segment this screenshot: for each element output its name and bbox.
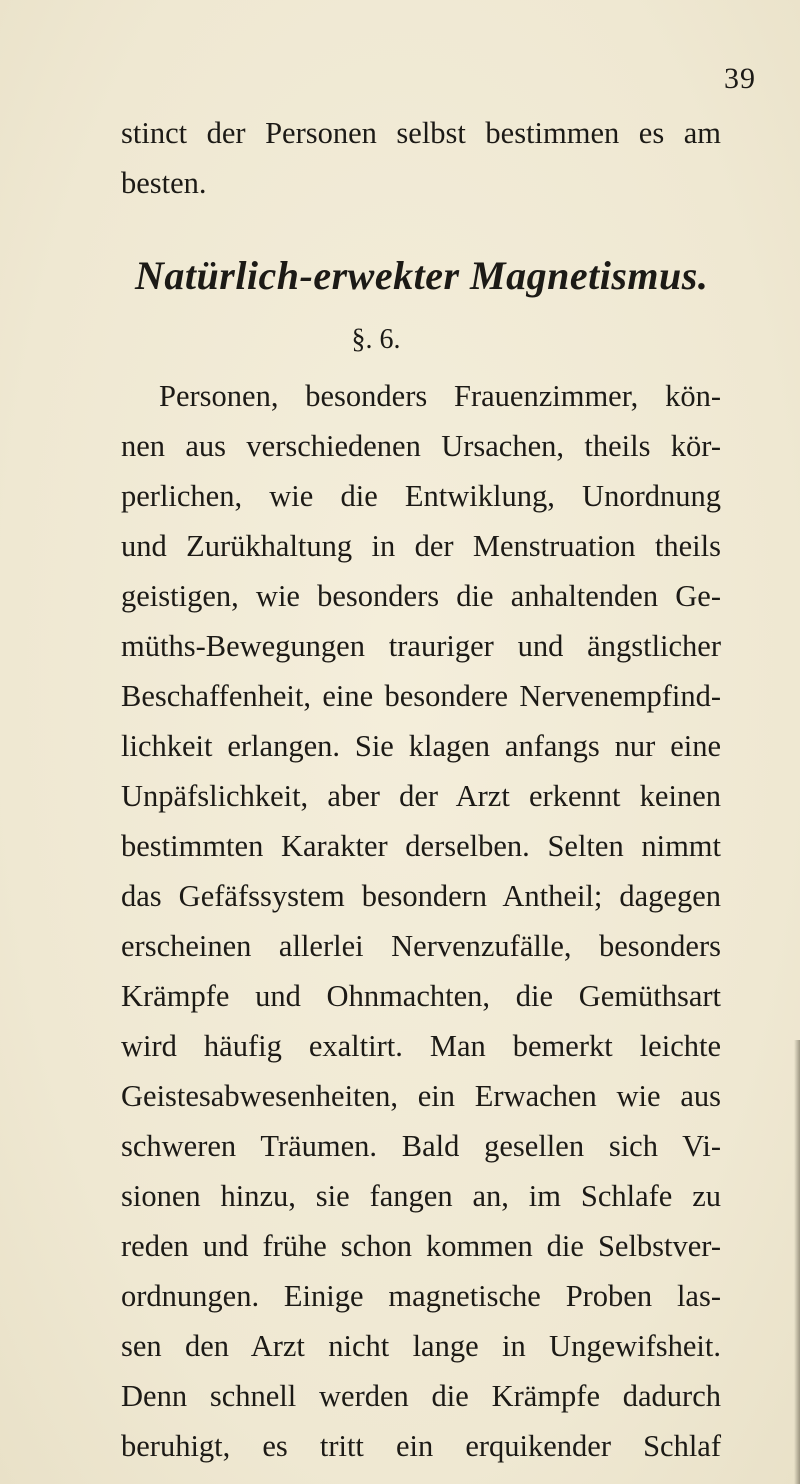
text-line: schweren Träumen. Bald gesellen sich Vi- <box>121 1129 721 1163</box>
text-line: Personen, besonders Frauenzimmer, kön- <box>159 379 721 413</box>
text-line: perlichen, wie die Entwiklung, Unordnung <box>121 479 721 513</box>
text-line: und Zurükhaltung in der Menstruation theils <box>121 529 721 563</box>
text-line: sionen hinzu, sie fangen an, im Schlafe zu <box>121 1179 721 1213</box>
text-line: Unpäfslichkeit, aber der Arzt erkennt keinen <box>121 779 721 813</box>
paragraph-number: §. 6. <box>351 324 401 355</box>
page-number: 39 <box>724 62 756 95</box>
text-line: besten. <box>121 166 207 200</box>
text-line: ordnungen. Einige magnetische Proben las- <box>121 1279 721 1313</box>
text-line: sen den Arzt nicht lange in Ungewifsheit. <box>121 1329 721 1363</box>
page-edge-shadow <box>794 1040 800 1484</box>
section-heading: Natürlich-erwekter Magnetismus. <box>135 253 709 298</box>
text-line: Krämpfe und Ohnmachten, die Gemüthsart <box>121 979 721 1013</box>
text-line: beruhigt, es tritt ein erquikender Schlaf <box>121 1429 721 1463</box>
text-line: erscheinen allerlei Nervenzufälle, besonders <box>121 929 721 963</box>
text-line: müths-Bewegungen trauriger und ängstlicher <box>121 629 721 663</box>
text-line: geistigen, wie besonders die anhaltenden Ge- <box>121 579 721 613</box>
text-line: das Gefäfssystem besondern Antheil; dagegen <box>121 879 721 913</box>
text-line: reden und frühe schon kommen die Selbstver- <box>121 1229 721 1263</box>
text-line: wird häufig exaltirt. Man bemerkt leichte <box>121 1029 721 1063</box>
text-line: Denn schnell werden die Krämpfe dadurch <box>121 1379 721 1413</box>
text-line: Geistesabwesenheiten, ein Erwachen wie aus <box>121 1079 721 1113</box>
text-line: nen aus verschiedenen Ursachen, theils kör- <box>121 429 721 463</box>
text-line: bestimmten Karakter derselben. Selten nimmt <box>121 829 721 863</box>
text-line: stinct der Personen selbst bestimmen es am <box>121 116 721 150</box>
text-line: lichkeit erlangen. Sie klagen anfangs nur eine <box>121 729 721 763</box>
text-line: Beschaffenheit, eine besondere Nervenempfind- <box>121 679 721 713</box>
